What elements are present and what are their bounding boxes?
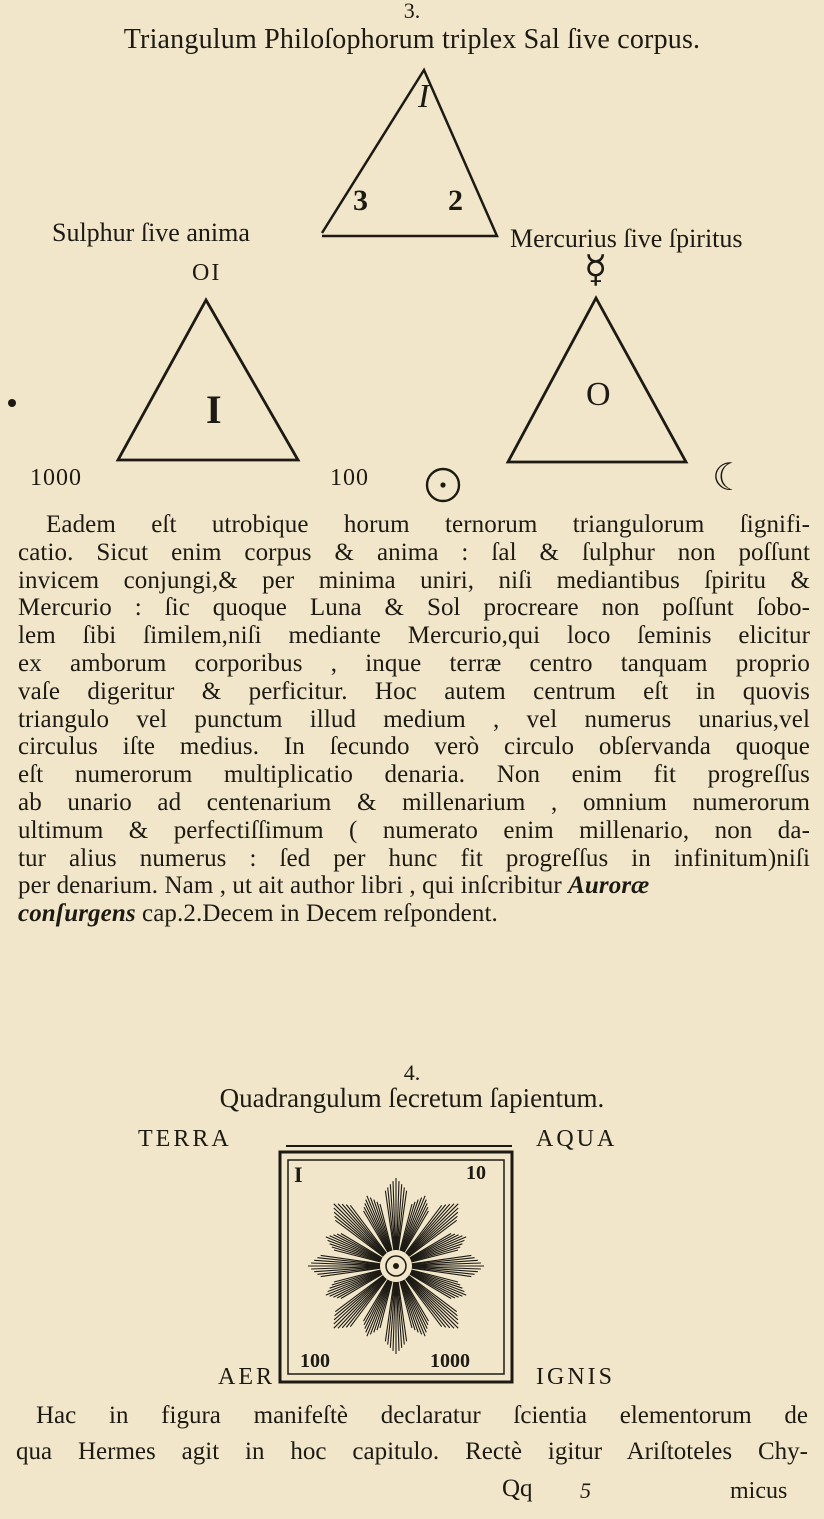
para3-line-6: ex amborum corporibus , inque terræ centro tanquam proprio <box>18 649 810 677</box>
corner-bottom-right: 1000 <box>430 1350 470 1372</box>
sulphur-label: Sulphur ſive anima <box>52 218 250 247</box>
terra-label: TERRA <box>138 1126 232 1152</box>
para3-line-13: tur alius numerus : ſed per hunc fit progreſſus in infinitum)niſi <box>18 844 810 872</box>
bottom-middle-label: 100 <box>330 465 369 491</box>
para3-line-7: vaſe digeritur & perficitur. Hoc autem centrum eſt in quovis <box>18 677 810 705</box>
consurgens-word: conſurgens <box>18 900 136 928</box>
left-triangle-bottom-label: 1000 <box>30 465 82 491</box>
para3-line-15-rest: cap.2.Decem in Decem reſpondent. <box>135 900 498 928</box>
right-triangle-inner: O <box>586 376 611 413</box>
mercury-icon: ☿ <box>584 249 608 291</box>
left-triangle-top-label: OI <box>192 260 222 286</box>
para3-line-2: catio. Sicut enim corpus & anima : ſal & ſulphur non poſſunt <box>18 538 810 566</box>
left-triangle-inner: I <box>206 387 222 432</box>
signature-number: 5 <box>580 1478 591 1503</box>
aurora-word: Auroræ <box>568 872 650 900</box>
para3-line-9: circulus iſte medius. In ſecundo verò circulo obſervanda quoque <box>18 733 810 761</box>
top-triangle-left-num: 3 <box>353 184 368 217</box>
ignis-label: IGNIS <box>536 1364 615 1390</box>
para3-line-11: ab unario ad centenarium & millenarium , omnium numerorum <box>18 788 810 816</box>
corner-bottom-left: 100 <box>300 1350 330 1372</box>
para3-line-3: invicem conjungi,& per minima uniri, niſi mediantibus ſpiritu & <box>18 566 810 594</box>
para3-line-12: ultimum & perfectiſſimum ( numerato enim millenario, non da- <box>18 816 810 844</box>
section-number-4: 4. <box>403 1060 421 1085</box>
section-title-4: Quadrangulum ſecretum ſapientum. <box>219 1083 605 1113</box>
para4-line-2: qua Hermes agit in hoc capitulo. Rectè igitur Ariſtoteles Chy- <box>16 1438 808 1465</box>
para3-line-1: Eadem eſt utrobique horum ternorum triangulorum ſignifi- <box>46 511 810 538</box>
para4-line-1: Hac in figura manifeſtè declaratur ſcientia elementorum de <box>36 1402 808 1429</box>
para3-line-5: lem ſibi ſimilem,niſi mediante Mercurio,qui loco ſeminis elicitur <box>18 622 810 650</box>
corner-top-right: 10 <box>466 1162 486 1184</box>
mercurius-label: Mercurius ſive ſpiritus <box>510 224 743 253</box>
top-triangle-right-num: 2 <box>448 184 463 217</box>
aer-label: AER <box>218 1364 275 1390</box>
para3-line-10: eſt numerorum multiplicatio denaria. Non enim fit progreſſus <box>18 761 810 789</box>
para3-line-8: triangulo vel punctum illud medium , vel numerus unarius,vel <box>18 705 810 733</box>
top-triangle-apex: I <box>418 78 430 115</box>
signature-mark: Qq <box>502 1475 533 1502</box>
catchword: micus <box>730 1478 788 1504</box>
aqua-label: AQUA <box>536 1126 618 1152</box>
para3-line-14-text: per denarium. Nam , ut ait author libri , qui inſcribitur <box>18 872 562 900</box>
para3-line-4: Mercurio : ſic quoque Luna & Sol procreare non poſſunt ſobo- <box>18 594 810 622</box>
section4-paragraph <box>16 1398 808 1470</box>
corner-top-left: I <box>294 1162 303 1187</box>
moon-icon: ☾ <box>712 457 747 499</box>
section-number-3: 3. <box>403 0 421 23</box>
section-title-3: Triangulum Philoſophorum triplex Sal ſive corpus. <box>123 24 701 55</box>
